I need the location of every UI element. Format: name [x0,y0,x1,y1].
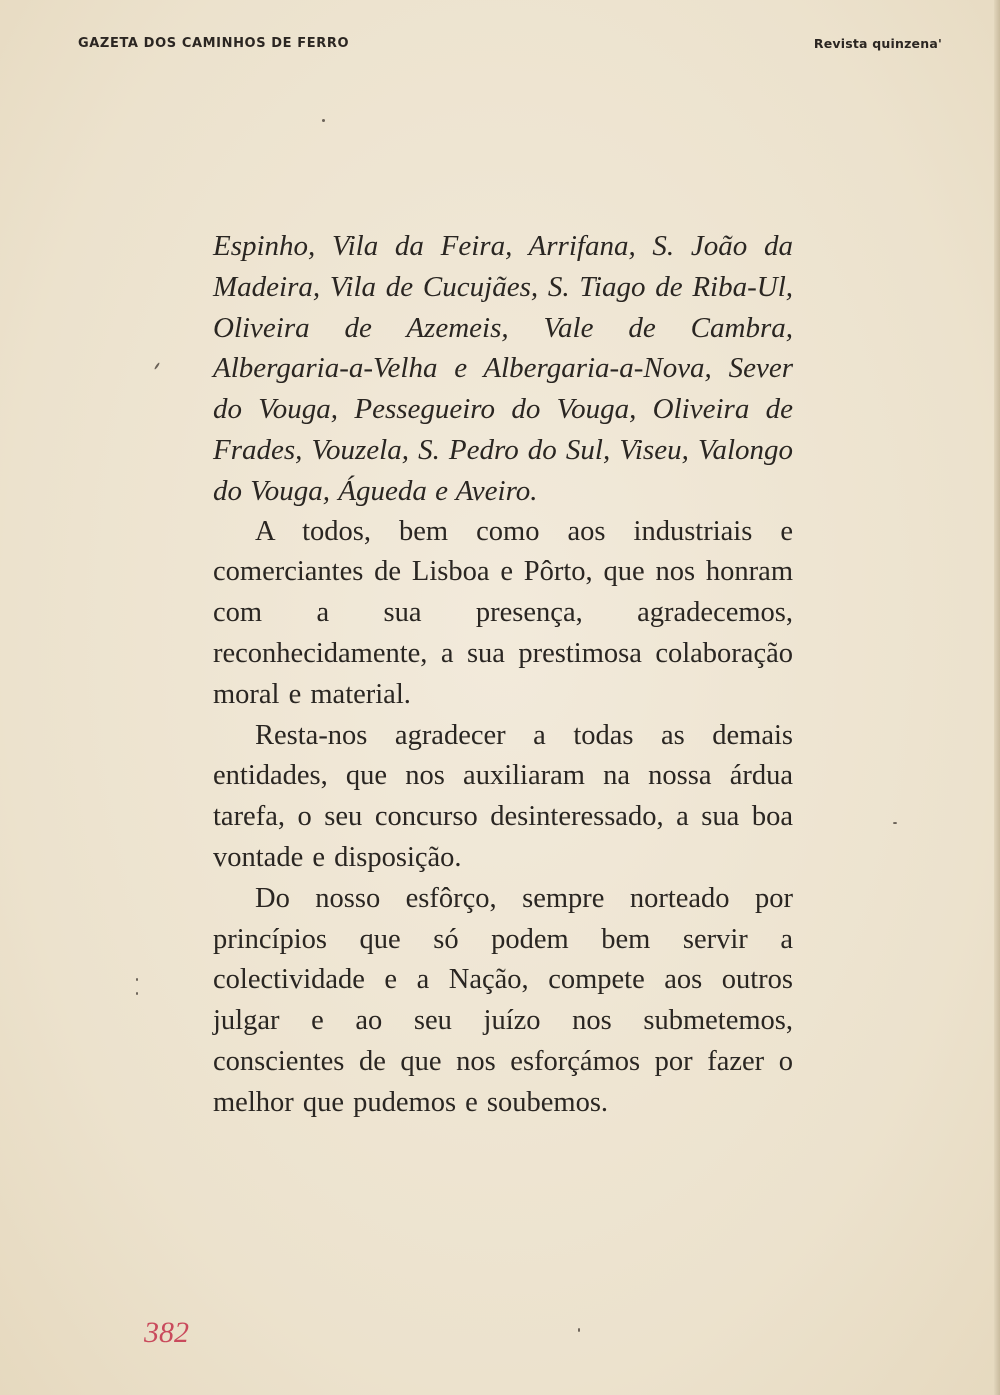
paper-speck [136,978,138,981]
paper-speck [322,119,325,122]
paper-speck [136,992,138,995]
article-body [213,226,793,1124]
paper-speck [154,362,160,370]
paper-speck [893,822,897,824]
body-paragraph-thanks: A todos, bem como aos industriais e comerciantes de Lisboa e Pôrto, que nos honram com a sua presença, agradecemos, reconhecidamente, a sua prestimosa colaboração moral e material. [213,515,793,710]
body-paragraph-entities: Resta-nos agradecer a todas as demais entidades, que nos auxiliaram na nossa árdua tarefa, o seu concurso desinteressado, a sua boa vontade e disposição. [213,719,793,873]
body-paragraph-conclusion: Do nosso esfôrço, sempre norteado por princípios que só podem bem servir a colectividade e a Nação, compete aos outros julgar e ao seu juízo nos submetemos, conscientes de que nos esforçámos por fazer o melhor que pudemos e soubemos. [213,882,793,1118]
running-head-title: GAZETA DOS CAMINHOS DE FERRO [78,36,350,51]
paper-speck [578,1328,580,1332]
running-head-subtitle: Revista quinzena' [813,36,942,51]
page-edge-shadow [994,0,1000,1395]
place-list-paragraph: Espinho, Vila da Feira, Arrifana, S. João da Madeira, Vila de Cucujães, S. Tiago de Riba-Ul, Oliveira de Azemeis, Vale de Cambra, Albergaria-a-Velha e Albergaria-a-Nova, Sever do Vouga, Pessegueiro do Vouga, Oliveira de Frades, Vouzela, S. Pedro do Sul, Viseu, Valongo do Vouga, Águeda e Aveiro. [213,230,793,507]
page-number: 382 [144,1316,189,1349]
